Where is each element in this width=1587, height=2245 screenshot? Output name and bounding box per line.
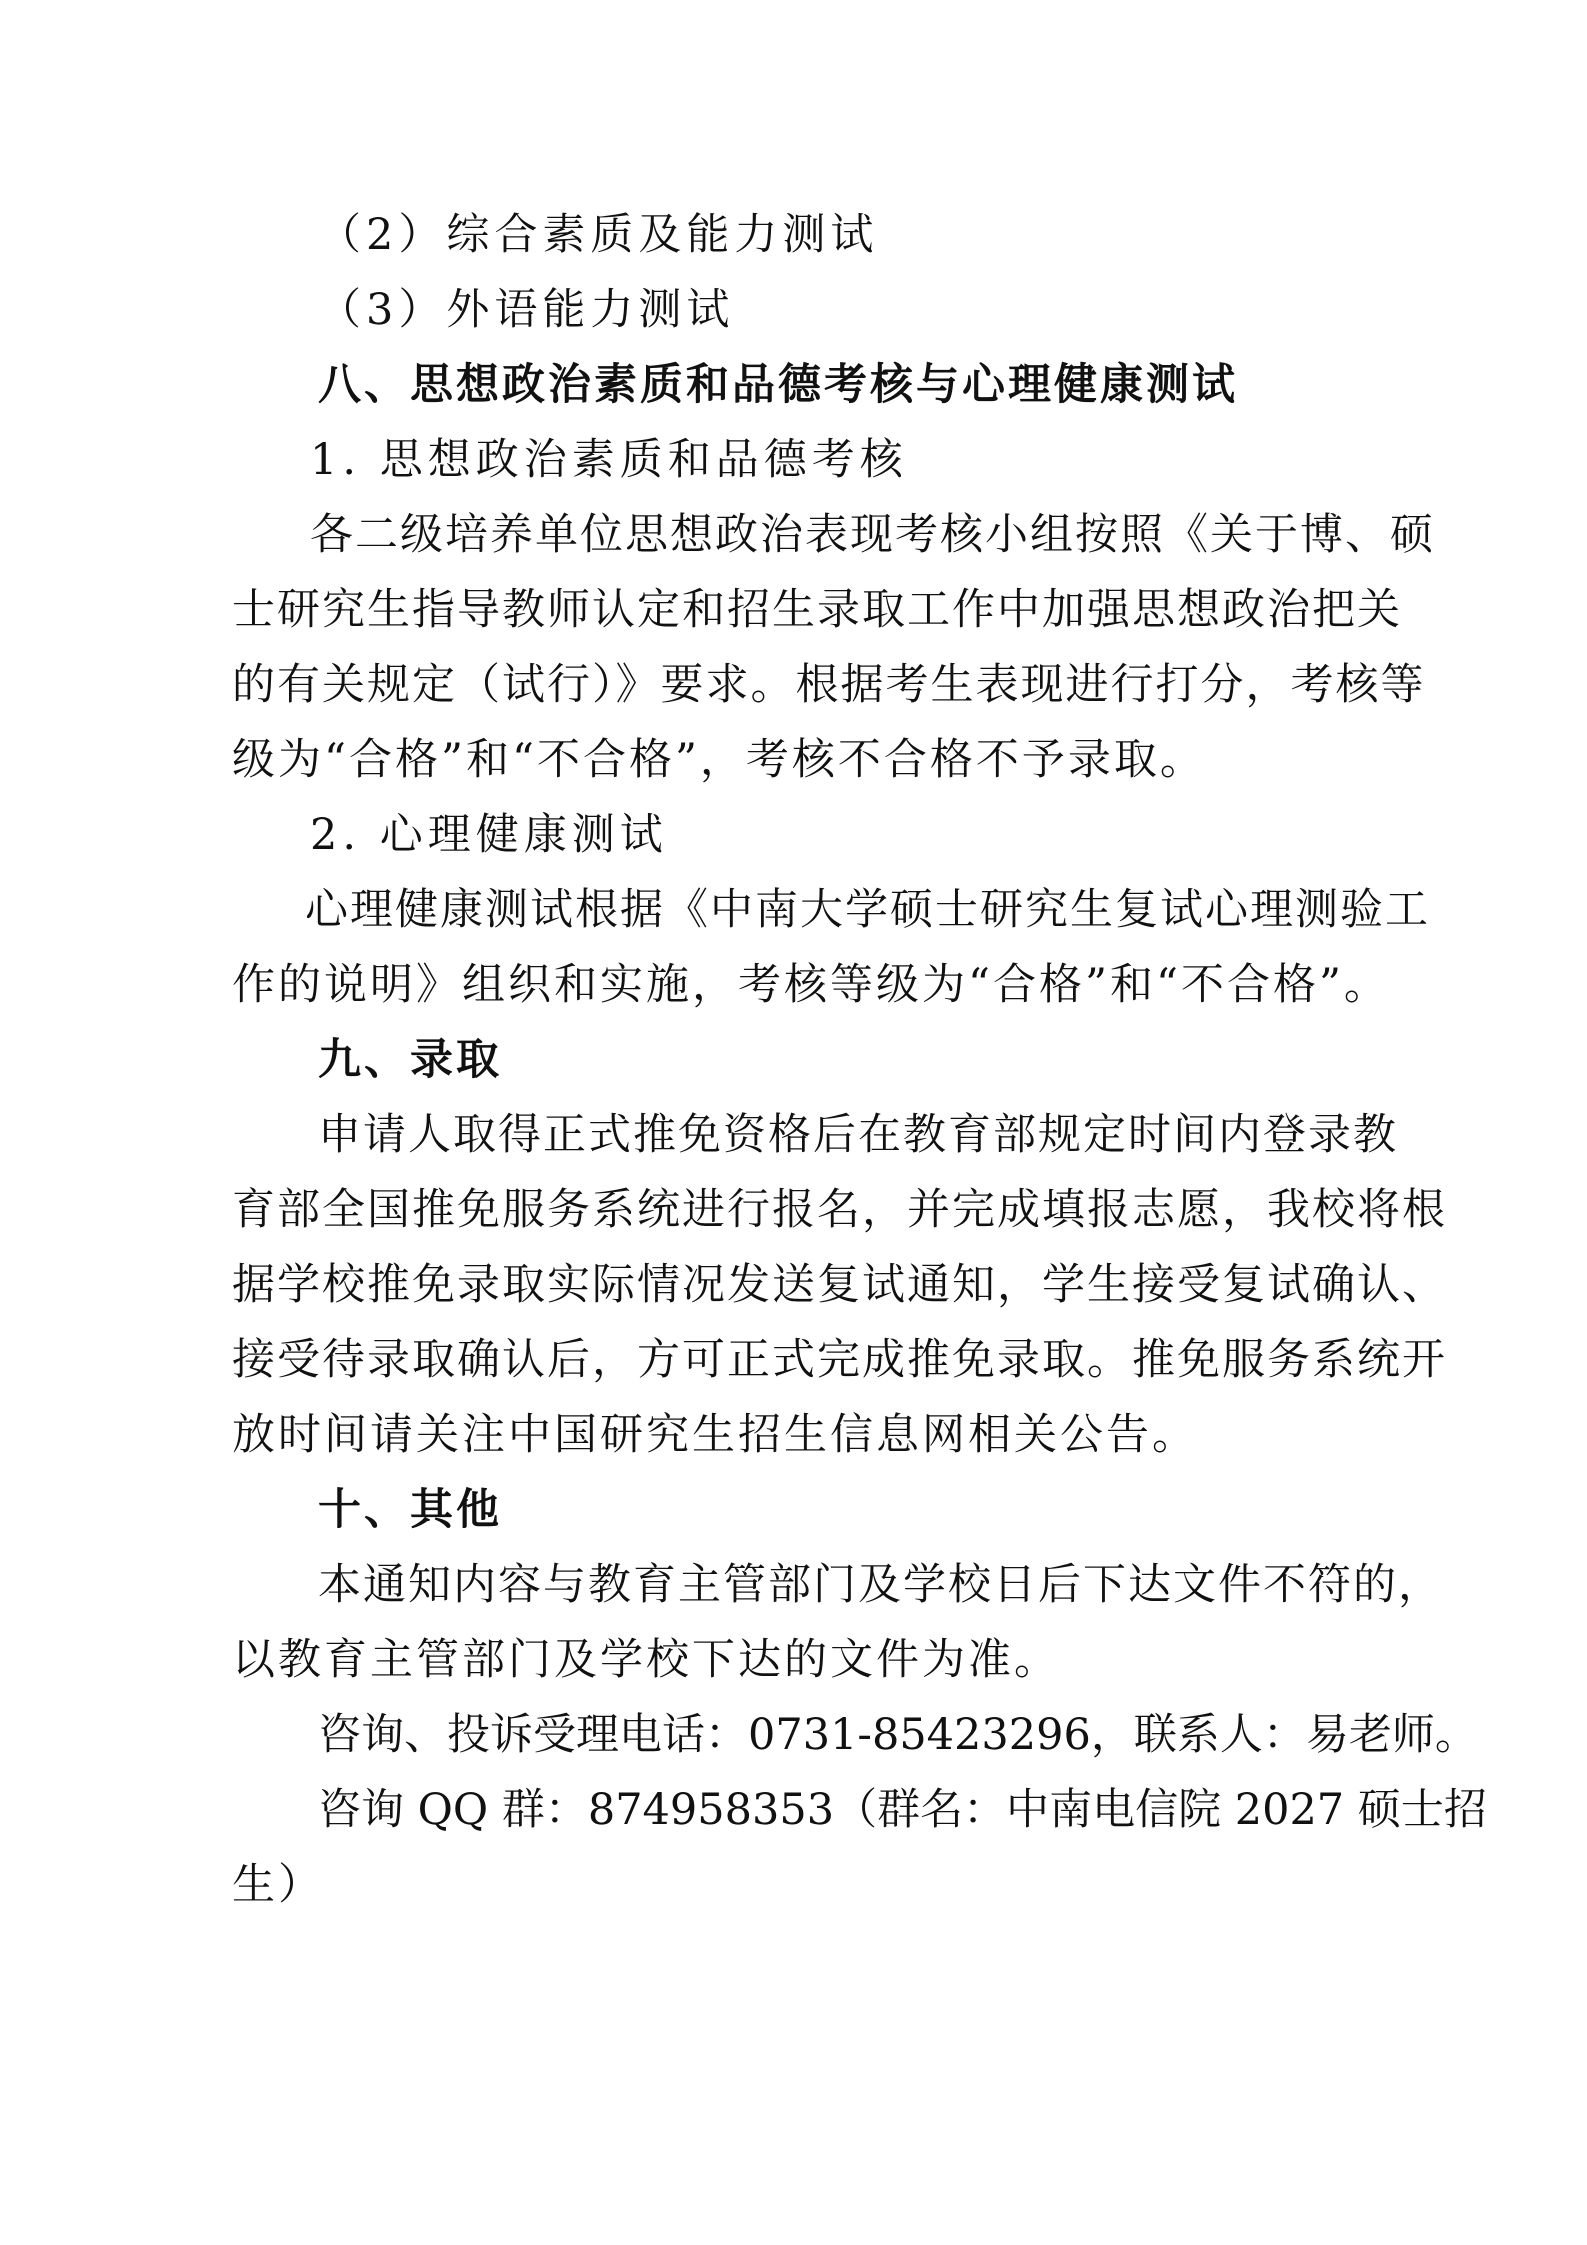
subheading-political-assessment: 1. 思想政治素质和品德考核 (310, 435, 908, 485)
paragraph-mental-health-line-2: 作的说明》组织和实施，考核等级为“合格”和“不合格”。 (232, 960, 1390, 1010)
paragraph-political-line-1: 各二级培养单位思想政治表现考核小组按照《关于博、硕 (310, 510, 1435, 560)
contact-phone-line: 咨询、投诉受理电话：0731-85423296，联系人：易老师。 (318, 1710, 1478, 1760)
paragraph-admission-line-1: 申请人取得正式推免资格后在教育部规定时间内登录教 (318, 1110, 1398, 1160)
paragraph-other-line-2: 以教育主管部门及学校下达的文件为准。 (232, 1635, 1060, 1685)
section-heading-admission: 九、录取 (318, 1035, 502, 1085)
paragraph-admission-line-3: 据学校推免录取实际情况发送复试通知，学生接受复试确认、 (232, 1260, 1447, 1310)
paragraph-political-line-3: 的有关规定（试行）》要求。根据考生表现进行打分，考核等 (232, 660, 1426, 710)
contact-qq-group-line-2: 生） (232, 1860, 324, 1910)
paragraph-admission-line-5: 放时间请关注中国研究生招生信息网相关公告。 (232, 1410, 1198, 1460)
contact-qq-group-line-1: 咨询 QQ 群：874958353（群名：中南电信院 2027 硕士招 (318, 1785, 1487, 1835)
list-item-foreign-language-test: （3）外语能力测试 (318, 285, 735, 335)
paragraph-political-line-2: 士研究生指导教师认定和招生录取工作中加强思想政治把关 (232, 585, 1402, 635)
paragraph-political-line-4: 级为“合格”和“不合格”，考核不合格不予录取。 (232, 735, 1206, 785)
paragraph-admission-line-4: 接受待录取确认后，方可正式完成推免录取。推免服务系统开 (232, 1335, 1447, 1385)
paragraph-admission-line-2: 育部全国推免服务系统进行报名，并完成填报志愿，我校将根 (232, 1185, 1447, 1235)
list-item-comprehensive-test: （2）综合素质及能力测试 (318, 210, 879, 260)
paragraph-mental-health-line-1: 心理健康测试根据《中南大学硕士研究生复试心理测验工 (305, 885, 1430, 935)
subheading-mental-health-test: 2. 心理健康测试 (310, 810, 668, 860)
section-heading-political-and-mental-health: 八、思想政治素质和品德考核与心理健康测试 (318, 360, 1238, 410)
section-heading-other: 十、其他 (318, 1485, 502, 1535)
paragraph-other-line-1: 本通知内容与教育主管部门及学校日后下达文件不符的， (318, 1560, 1443, 1610)
